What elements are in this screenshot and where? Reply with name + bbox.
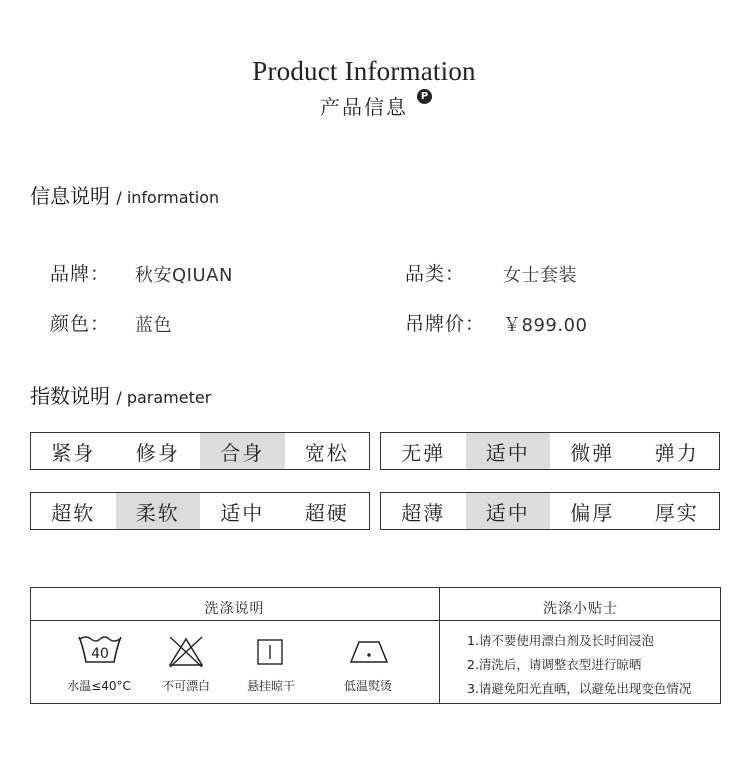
softness-option: 超软 (51, 500, 96, 525)
param-subtitle: / parameter (116, 388, 212, 407)
softness-option: 柔软 (116, 493, 201, 529)
softness-scale (30, 492, 370, 530)
param-section-title (30, 380, 211, 409)
elasticity-option: 无弹 (401, 440, 446, 465)
category-label: 品类： (405, 263, 466, 285)
wash-tip: 1.请不要使用漂白剂及长时间浸泡 (467, 633, 654, 648)
page-title-cn: 产品信息 (320, 95, 408, 119)
tag-price-value: ￥899.00 (503, 315, 588, 336)
elasticity-option: 微弹 (570, 440, 615, 465)
tag-price-label: 吊牌价： (405, 313, 486, 335)
softness-option: 超硬 (304, 500, 349, 525)
fit-option: 宽松 (304, 440, 349, 465)
color-value: 蓝色 (135, 315, 172, 336)
care-label-iron: 低温熨烫 (343, 679, 392, 693)
thickness-scale (380, 492, 720, 530)
low-iron-icon (349, 640, 389, 664)
thickness-option: 偏厚 (570, 500, 615, 525)
wash-tips-title: 洗涤小贴士 (543, 601, 618, 617)
wash-40-icon (78, 634, 122, 666)
param-title: 指数说明 (30, 384, 110, 408)
no-bleach-icon (168, 635, 204, 669)
wash-temp-text: 40 (91, 646, 109, 662)
brand-value: 秋安QIUAN (135, 265, 233, 286)
info-title: 信息说明 (30, 184, 110, 208)
wash-instructions-title: 洗涤说明 (204, 601, 265, 617)
thickness-option: 适中 (466, 493, 551, 529)
thickness-option: 厚实 (654, 500, 699, 525)
care-label-dry: 悬挂晾干 (246, 679, 295, 693)
category-value: 女士套装 (503, 265, 577, 286)
color-label: 颜色： (50, 313, 111, 335)
info-subtitle: / information (116, 188, 220, 207)
wash-table-divider (30, 620, 721, 621)
elasticity-option: 弹力 (654, 440, 699, 465)
fit-option: 紧身 (51, 440, 96, 465)
brand-label: 品牌： (50, 263, 111, 285)
wash-tip: 3.请避免阳光直晒，以避免出现变色情况 (467, 681, 692, 696)
hang-dry-icon (257, 639, 283, 665)
fit-option: 合身 (200, 433, 285, 469)
fit-scale (30, 432, 370, 470)
elasticity-option: 适中 (466, 433, 551, 469)
care-label-bleach: 不可漂白 (161, 679, 210, 693)
thickness-option: 超薄 (401, 500, 446, 525)
care-label-wash: 水温≤40°C (67, 679, 131, 693)
softness-option: 适中 (220, 500, 265, 525)
info-section-title (30, 180, 219, 209)
page-title-en: Product Information (252, 56, 476, 86)
fit-option: 修身 (135, 440, 180, 465)
elasticity-scale (380, 432, 720, 470)
p-badge-icon: P (417, 89, 432, 104)
wash-tip: 2.清洗后，请调整衣型进行晾晒 (467, 657, 642, 672)
